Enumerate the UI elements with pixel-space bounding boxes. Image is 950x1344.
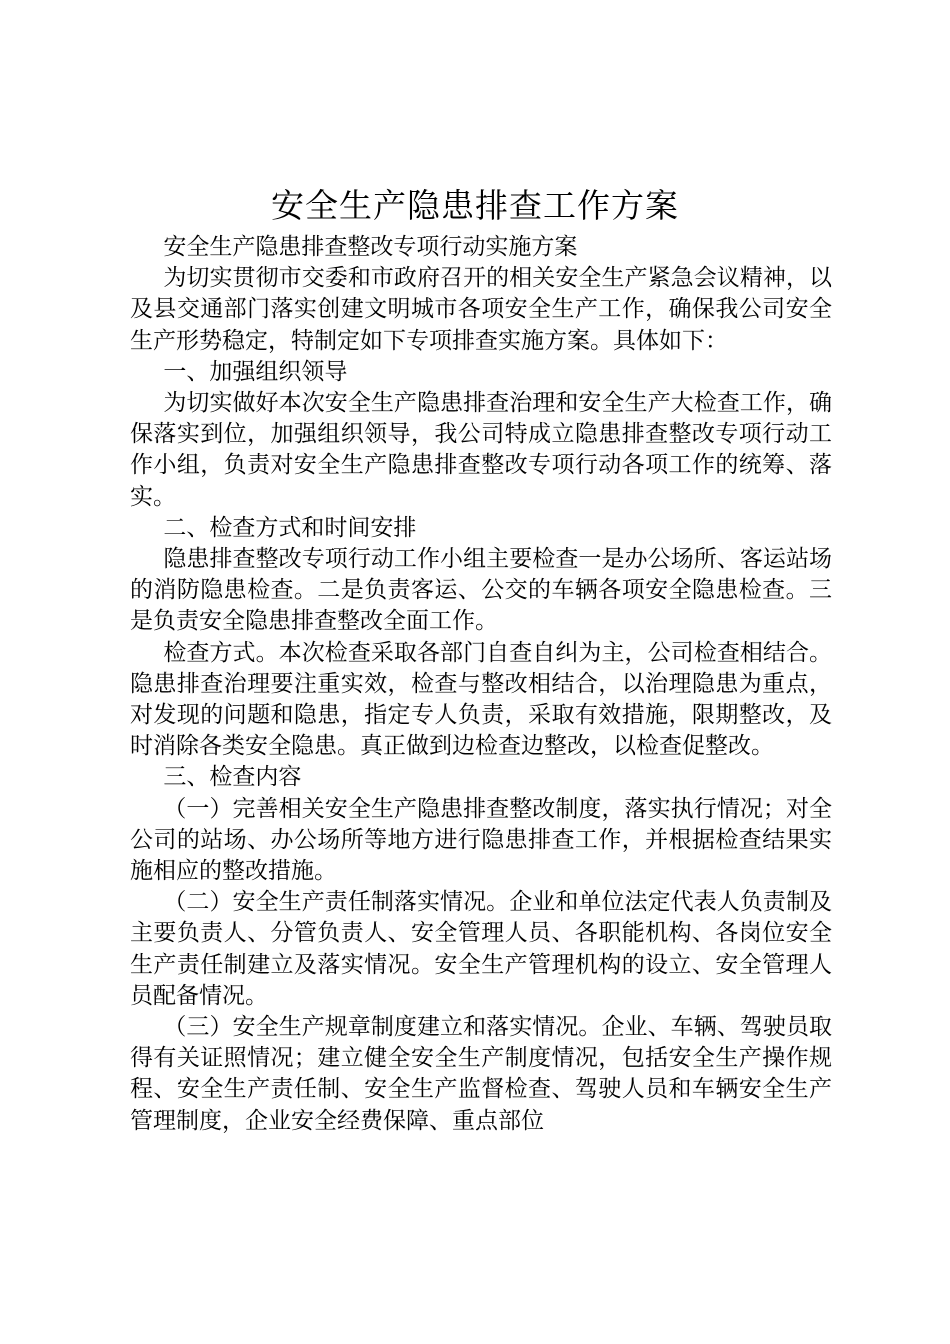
body-paragraph: 检查方式。本次检查采取各部门自查自纠为主，公司检查相结合。隐患排查治理要注重实效，检查与整改相结合，以治理隐患为重点，对发现的问题和隐患，指定专人负责，采取有效措施，限期整改，及时消除各类安全隐患。真正做到边检查边整改，以检查促整改。 (130, 639, 832, 760)
body-paragraph: （一）完善相关安全生产隐患排查整改制度，落实执行情况；对全公司的站场、办公场所等地方进行隐患排查工作，并根据检查结果实施相应的整改措施。 (130, 795, 832, 885)
intro-paragraph: 为切实贯彻市交委和市政府召开的相关安全生产紧急会议精神，以及县交通部门落实创建文明城市各项安全生产工作，确保我公司安全生产形势稳定，特制定如下专项排查实施方案。具体如下： (130, 265, 832, 354)
section-heading: 二、检查方式和时间安排 (163, 514, 417, 541)
subtitle-paragraph: 安全生产隐患排查整改专项行动实施方案 (163, 234, 578, 260)
section-heading: 三、检查内容 (163, 764, 302, 791)
document-body (130, 232, 832, 1137)
document-title: 安全生产隐患排查工作方案 (271, 186, 679, 225)
body-paragraph: 隐患排查整改专项行动工作小组主要检查一是办公场所、客运站场的消防隐患检查。二是负责客运、公交的车辆各项安全隐患检查。三是负责安全隐患排查整改全面工作。 (130, 546, 832, 635)
body-paragraph: （三）安全生产规章制度建立和落实情况。企业、车辆、驾驶员取得有关证照情况；建立健全安全生产制度情况，包括安全生产操作规程、安全生产责任制、安全生产监督检查、驾驶人员和车辆安全生产管理制度，企业安全经费保障、重点部位 (130, 1014, 832, 1134)
body-paragraph: （二）安全生产责任制落实情况。企业和单位法定代表人负责制及主要负责人、分管负责人、安全管理人员、各职能机构、各岗位安全生产责任制建立及落实情况。安全生产管理机构的设立、安全管理人员配备情况。 (130, 889, 832, 1009)
body-paragraph: 为切实做好本次安全生产隐患排查治理和安全生产大检查工作，确保落实到位，加强组织领导，我公司特成立隐患排查整改专项行动工作小组，负责对安全生产隐患排查整改专项行动各项工作的统筹、落实。 (130, 390, 832, 510)
section-heading: 一、加强组织领导 (163, 358, 348, 385)
